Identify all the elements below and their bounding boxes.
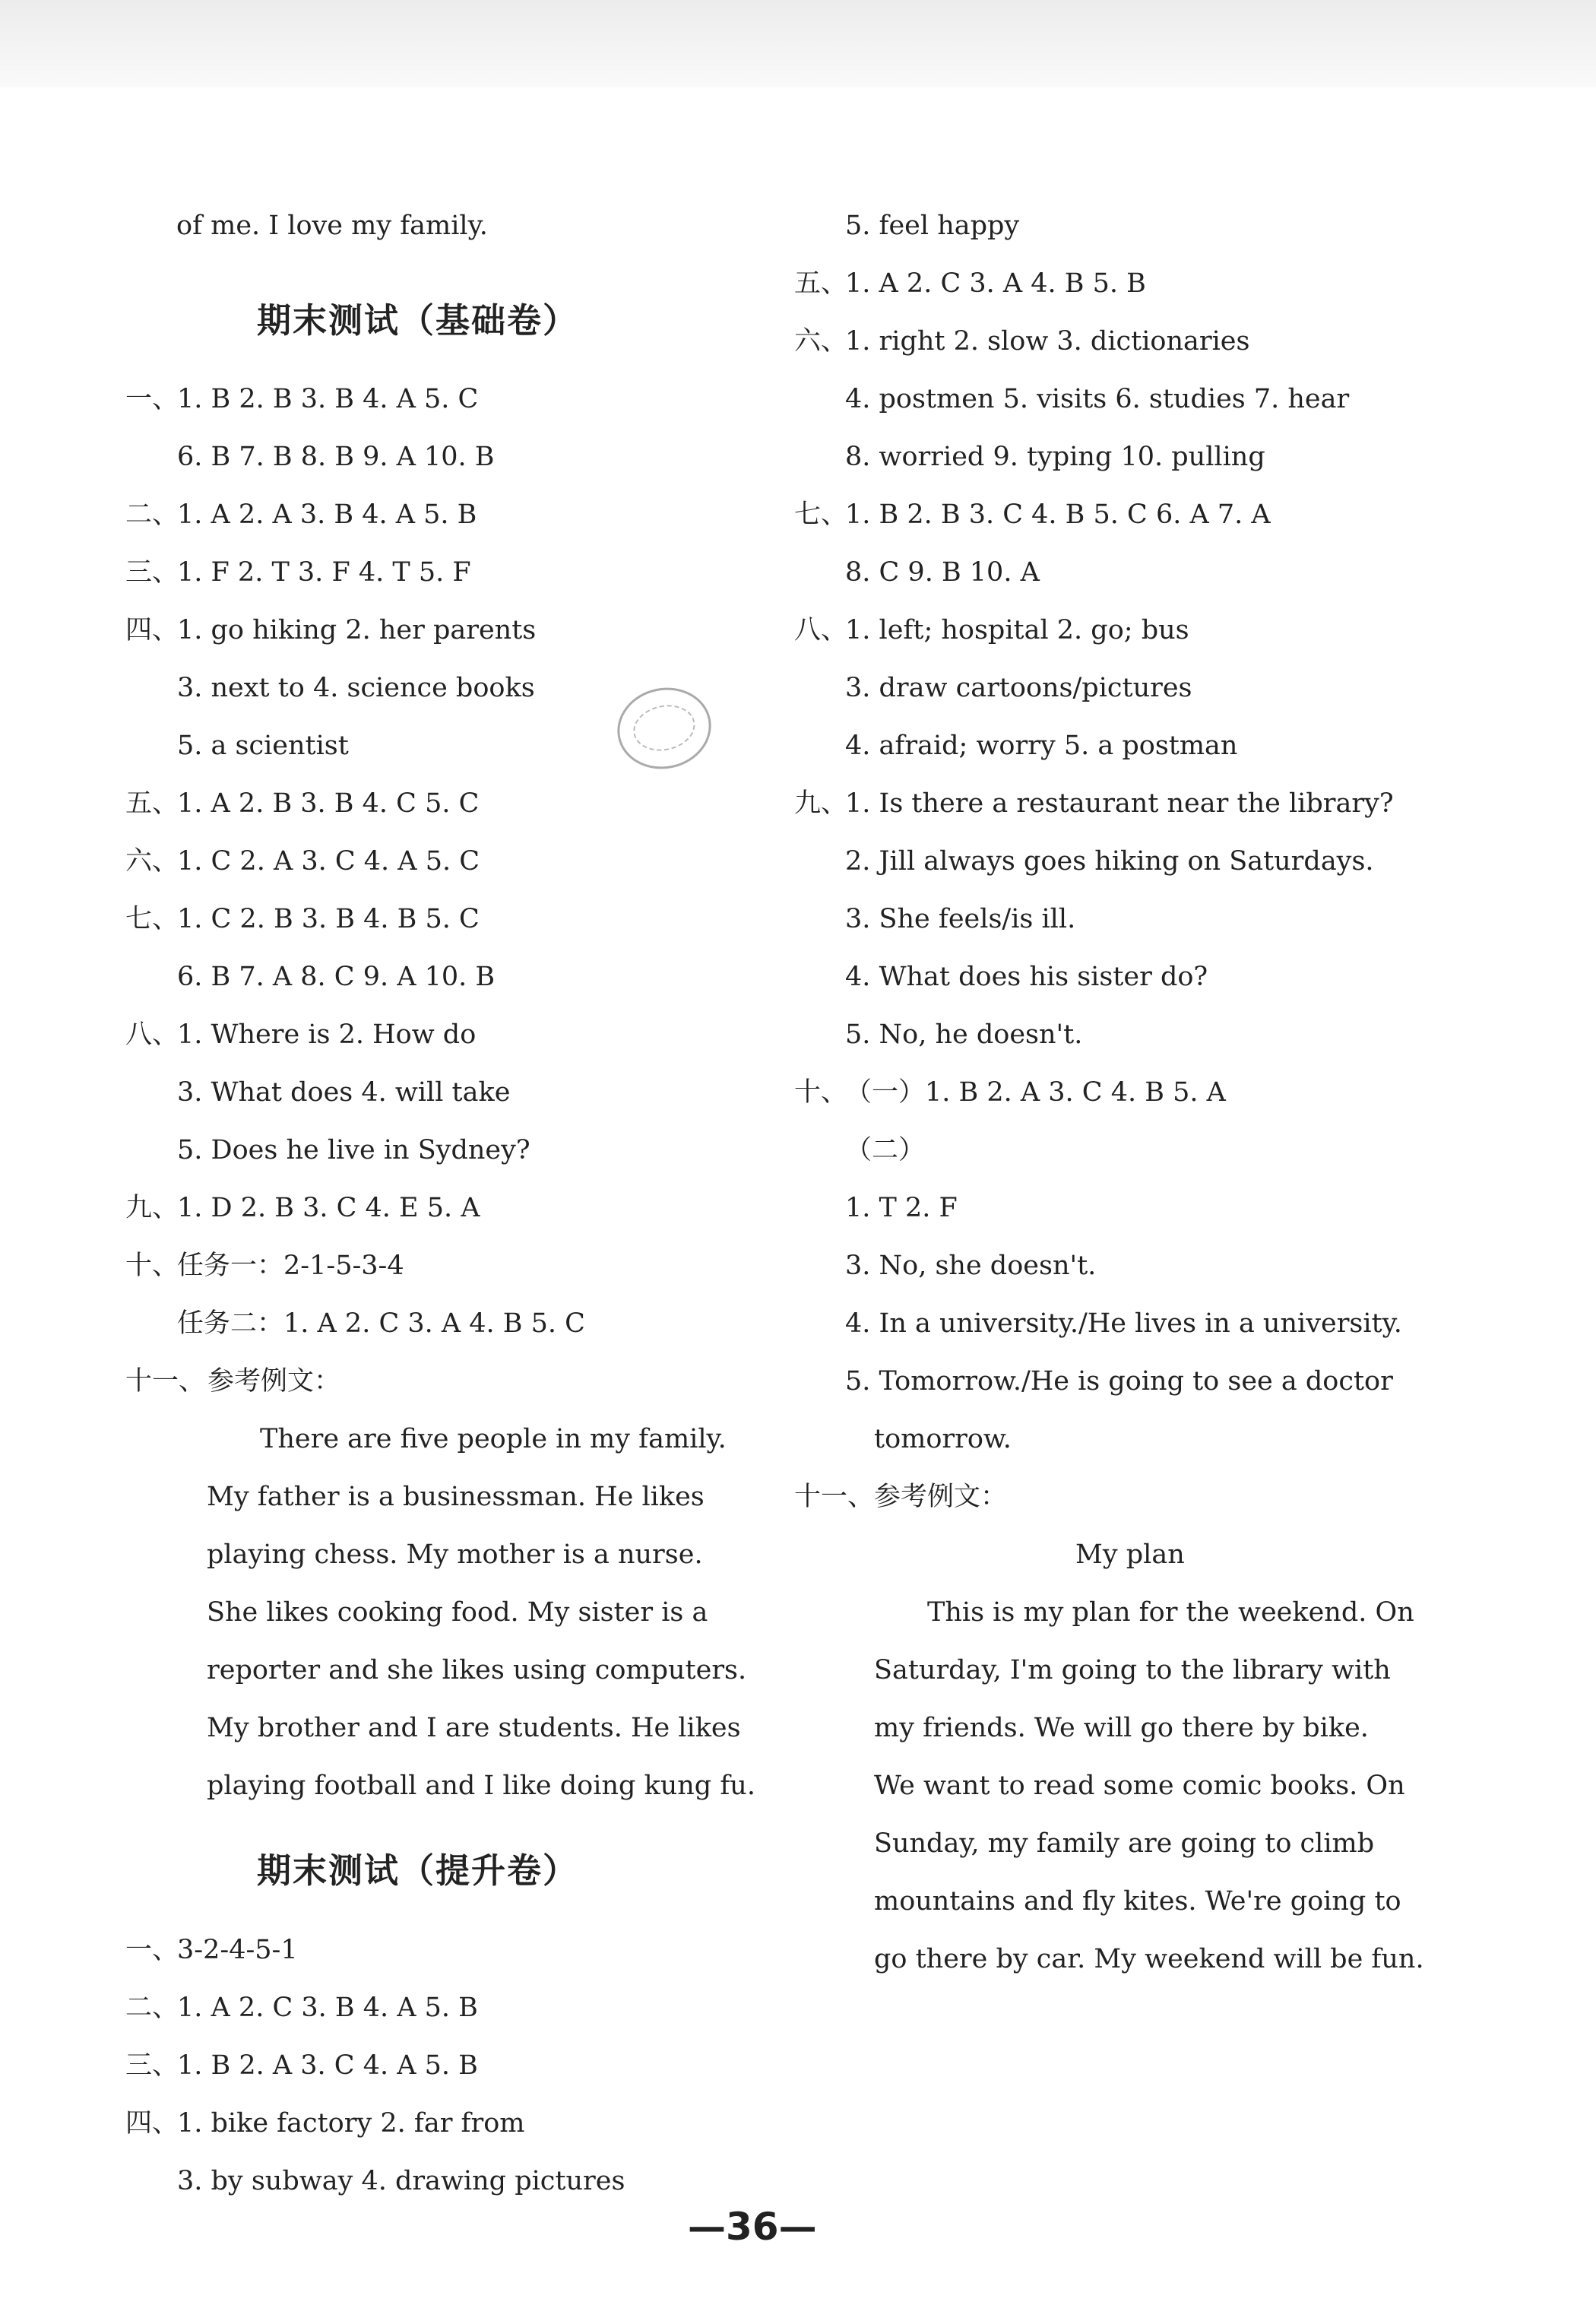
answer-line: 4. afraid; worry 5. a postman xyxy=(845,731,1238,761)
question-label: 二、 xyxy=(125,499,179,530)
answer-text: 1. go hiking 2. her parents xyxy=(177,615,537,645)
answer-text: 1. C 2. B 3. B 4. B 5. C xyxy=(177,904,480,934)
answer-line: 5. Does he live in Sydney? xyxy=(177,1135,530,1165)
scan-top-band xyxy=(0,0,1596,87)
question-label: 四、 xyxy=(125,615,179,645)
answer-text: 参考例文： xyxy=(207,1366,341,1397)
essay-line: My father is a businessman. He likes xyxy=(207,1482,705,1512)
answer-line: 6. B 7. A 8. C 9. A 10. B xyxy=(177,962,496,992)
answer-text: 1. A 2. C 3. B 4. A 5. B xyxy=(177,1993,478,2023)
answer-text: （一）1. B 2. A 3. C 4. B 5. A xyxy=(845,1077,1226,1108)
essay-line: playing football and I like doing kung fu. xyxy=(207,1771,755,1801)
essay-line: We want to read some comic books. On xyxy=(874,1771,1405,1801)
answer-line xyxy=(794,497,1271,532)
answer-line: 3. draw cartoons/pictures xyxy=(845,673,1192,703)
answer-line xyxy=(125,1017,476,1052)
answer-line: 3. What does 4. will take xyxy=(177,1077,511,1108)
answer-line xyxy=(125,613,536,648)
answer-line: 5. Tomorrow./He is going to see a doctor xyxy=(845,1366,1393,1397)
question-label: 十、 xyxy=(794,1077,848,1108)
answer-line: （二） xyxy=(845,1135,926,1165)
essay-line: She likes cooking food. My sister is a xyxy=(207,1597,708,1628)
essay-line: My brother and I are students. He likes xyxy=(207,1713,741,1743)
answer-line xyxy=(794,613,1189,648)
answer-line: 4. In a university./He lives in a university. xyxy=(845,1308,1402,1339)
answer-line: 3. No, she doesn't. xyxy=(845,1251,1097,1281)
question-label: 四、 xyxy=(125,2108,179,2139)
answer-line xyxy=(125,2106,525,2141)
question-label: 三、 xyxy=(125,2050,179,2081)
answer-line xyxy=(125,1191,480,1226)
answer-line: 5. No, he doesn't. xyxy=(845,1019,1083,1050)
question-label: 六、 xyxy=(125,846,179,877)
essay-line: Sunday, my family are going to climb xyxy=(874,1828,1375,1859)
question-label: 十一、 xyxy=(125,1366,206,1397)
answer-text: 1. A 2. B 3. B 4. C 5. C xyxy=(177,788,480,819)
answer-text: 1. A 2. A 3. B 4. A 5. B xyxy=(177,499,477,530)
answer-line xyxy=(794,1075,1226,1110)
answer-line xyxy=(794,266,1146,301)
answer-line xyxy=(125,1990,478,2025)
answer-line: 3. She feels/is ill. xyxy=(845,904,1076,934)
answer-line: 5. a scientist xyxy=(177,731,349,761)
answer-text: 1. bike factory 2. far from xyxy=(177,2108,525,2139)
answer-text: 1. C 2. A 3. C 4. A 5. C xyxy=(177,846,480,877)
question-label: 五、 xyxy=(794,268,848,299)
answer-line: 5. feel happy xyxy=(845,211,1020,241)
answer-line xyxy=(794,324,1249,359)
essay-line: Saturday, I'm going to the library with xyxy=(874,1655,1391,1685)
question-label: 一、 xyxy=(125,1935,179,1965)
section-title: 期末测试（提升卷） xyxy=(257,1850,579,1891)
answer-text: 参考例文： xyxy=(874,1482,1008,1512)
answer-text: 1. B 2. B 3. C 4. B 5. C 6. A 7. A xyxy=(845,499,1271,530)
answer-text: 1. D 2. B 3. C 4. E 5. A xyxy=(177,1193,480,1223)
question-label: 三、 xyxy=(125,557,179,588)
answer-text: 1. Where is 2. How do xyxy=(177,1019,477,1050)
answer-line xyxy=(794,1479,1007,1514)
question-label: 二、 xyxy=(125,1993,179,2023)
answer-line xyxy=(125,555,471,590)
answer-line: 1. T 2. F xyxy=(845,1193,958,1223)
answer-text: 1. left; hospital 2. go; bus xyxy=(845,615,1189,645)
answer-line xyxy=(125,1248,404,1283)
circular-stamp xyxy=(610,679,718,777)
essay-line: go there by car. My weekend will be fun. xyxy=(874,1944,1424,1974)
question-label: 十一、 xyxy=(794,1482,875,1512)
answer-line: 8. worried 9. typing 10. pulling xyxy=(845,442,1265,472)
answer-line: 4. postmen 5. visits 6. studies 7. hear xyxy=(845,384,1350,414)
left-line: of me. I love my family. xyxy=(176,211,488,241)
section-title: 期末测试（基础卷） xyxy=(257,300,579,341)
question-label: 八、 xyxy=(125,1019,179,1050)
answer-text: 1. right 2. slow 3. dictionaries xyxy=(845,326,1250,357)
question-label: 七、 xyxy=(794,499,848,530)
answer-line: 4. What does his sister do? xyxy=(845,962,1208,992)
essay-line: This is my plan for the weekend. On xyxy=(927,1597,1414,1628)
answer-text: 任务一：2-1-5-3-4 xyxy=(177,1251,404,1281)
answer-line xyxy=(794,786,1394,821)
answer-line xyxy=(125,1364,340,1399)
question-label: 九、 xyxy=(125,1193,179,1223)
question-label: 十、 xyxy=(125,1251,179,1281)
answer-text: 1. A 2. C 3. A 4. B 5. B xyxy=(845,268,1146,299)
question-label: 五、 xyxy=(125,788,179,819)
answer-text: 1. Is there a restaurant near the library? xyxy=(845,788,1394,819)
essay-line: reporter and she likes using computers. xyxy=(207,1655,747,1685)
answer-text: 1. B 2. A 3. C 4. A 5. B xyxy=(177,2050,478,2081)
essay-line: mountains and fly kites. We're going to xyxy=(874,1886,1401,1917)
essay-line: There are five people in my family. xyxy=(260,1424,727,1454)
answer-line xyxy=(125,2048,478,2083)
question-label: 八、 xyxy=(794,615,848,645)
answer-text: 1. B 2. B 3. B 4. A 5. C xyxy=(177,384,479,414)
answer-line xyxy=(125,382,478,417)
answer-line: 3. by subway 4. drawing pictures xyxy=(177,2166,625,2196)
answer-line: tomorrow. xyxy=(874,1424,1012,1454)
answer-line: 8. C 9. B 10. A xyxy=(845,557,1040,588)
page-number: —36— xyxy=(688,2205,817,2249)
answer-line xyxy=(125,497,477,532)
essay-line: my friends. We will go there by bike. xyxy=(874,1713,1369,1743)
answer-line: 2. Jill always goes hiking on Saturdays. xyxy=(845,846,1374,877)
answer-text: 1. F 2. T 3. F 4. T 5. F xyxy=(177,557,471,588)
answer-line: 任务二：1. A 2. C 3. A 4. B 5. C xyxy=(177,1308,585,1339)
question-label: 一、 xyxy=(125,384,179,414)
answer-text: 3-2-4-5-1 xyxy=(177,1935,298,1965)
answer-line xyxy=(125,786,479,821)
question-label: 六、 xyxy=(794,326,848,357)
essay-line: playing chess. My mother is a nurse. xyxy=(207,1539,703,1570)
answer-line xyxy=(125,902,480,937)
answer-line xyxy=(125,1933,298,1967)
answer-line: 3. next to 4. science books xyxy=(177,673,535,703)
essay-title: My plan xyxy=(1075,1539,1185,1570)
question-label: 七、 xyxy=(125,904,179,934)
question-label: 九、 xyxy=(794,788,848,819)
answer-line: 6. B 7. B 8. B 9. A 10. B xyxy=(177,442,495,472)
answer-line xyxy=(125,844,480,879)
